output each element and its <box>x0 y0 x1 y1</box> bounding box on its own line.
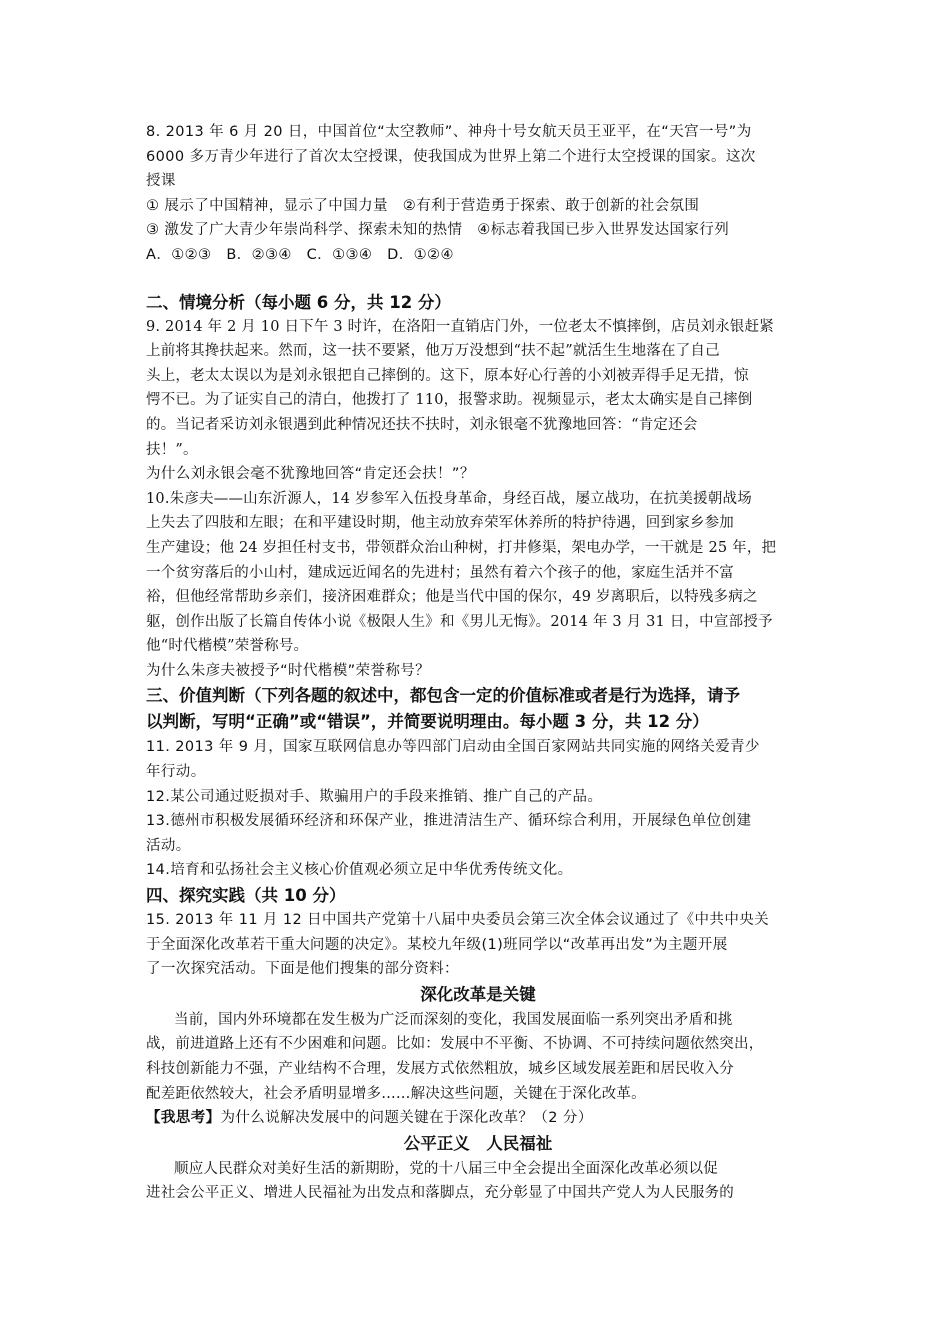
q10-line: 裕，但他经常帮助乡亲们，接济困难群众；他是当代中国的保尔，49 岁离职后，以特残多病之 <box>146 589 758 606</box>
q11-line: 年行动。 <box>146 764 206 781</box>
q8-line: 授课 <box>146 173 176 190</box>
q13-line: 13.德州市积极发展循环经济和环保产业，推进清洁生产、循环综合利用，开展绿色单位创建 <box>146 813 752 830</box>
q14: 14.培育和弘扬社会主义核心价值观必须立足中华优秀传统文化。 <box>146 862 573 879</box>
think-text: 为什么说解决发展中的问题关键在于深化改革？（2 分） <box>220 1110 593 1127</box>
exam-page <box>146 120 810 1206</box>
q8-line: 8. 2013 年 6 月 20 日，中国首位“太空教师”、神舟十号女航天员王亚平，在“天宫一号”为 <box>146 124 752 140</box>
q10-line: 10.朱彦夫——山东沂源人，14 岁参军入伍投身革命，身经百战，屡立战功，在抗美援朝战场 <box>146 490 752 507</box>
q10-line: 生产建设；他 24 岁担任村支书，带领群众治山种树，打井修渠，架电办学，一干就是 25 年，把 <box>146 539 777 556</box>
q10-line: 他“时代楷模”荣誉称号。 <box>146 638 309 655</box>
section-4-title: 四、探究实践（共 10 分） <box>146 886 346 906</box>
material-2-line: 进社会公平正义、增进人民福祉为出发点和落脚点，充分彰显了中国共产党人为人民服务的 <box>146 1185 734 1202</box>
think-prompt <box>146 1106 810 1131</box>
q8-answer-choices: A．①②③ B．②③④ C．①③④ D．①②④ <box>146 246 454 263</box>
q13-line: 活动。 <box>146 837 191 854</box>
q9-line: 9. 2014 年 2 月 10 日下午 3 时许，在洛阳一直销店门外，一位老太不慎摔倒，店员刘永银赶紧 <box>146 318 774 335</box>
q8-line: 6000 多万青少年进行了首次太空授课，使我国成为世界上第二个进行太空授课的国家。这次 <box>146 148 756 165</box>
q9-line: 的。当记者采访刘永银遇到此种情况还扶不扶时，刘永银毫不犹豫地回答：“肯定还会 <box>146 416 698 433</box>
q9-line: 上前将其搀扶起来。然而，这一扶不要紧，他万万没想到“扶不起”就活生生地落在了自己 <box>146 343 720 360</box>
q10-line: 躯，创作出版了长篇自传体小说《极限人生》和《男儿无悔》。2014 年 3 月 31 日，中宣部授予 <box>146 613 773 630</box>
material-1-title: 深化改革是关键 <box>420 984 536 1004</box>
q8-option-line: ③ 激发了广大青少年崇尚科学、探索未知的热情 ④标志着我国已步入世界发达国家行列 <box>146 222 730 239</box>
q10-line: 上失去了四肢和左眼；在和平建设时期，他主动放弃荣军休养所的特护待遇，回到家乡参加 <box>146 515 734 532</box>
material-2-title: 公平正义 人民福祉 <box>403 1133 553 1153</box>
q9-line: 头上，老太太误以为是刘永银把自己摔倒的。这下，原本好心行善的小刘被弄得手足无措，惊 <box>146 367 749 384</box>
material-1-line: 配差距依然较大，社会矛盾明显增多……解决这些问题，关键在于深化改革。 <box>146 1085 646 1102</box>
q9-line: 扶！”。 <box>146 441 198 458</box>
material-1-line: 战，前进道路上还有不少困难和问题。比如：发展中不平衡、不协调、不可持续问题依然突出， <box>146 1036 764 1053</box>
think-label: 【我思考】 <box>146 1110 221 1127</box>
question-8 <box>146 120 810 268</box>
q10-question: 为什么朱彦夫被授予“时代楷模”荣誉称号？ <box>146 662 431 679</box>
section-3-title: 三、价值判断（下列各题的叙述中，都包含一定的价值标准或者是行为选择，请予 <box>146 686 740 706</box>
material-1-line: 当前，国内外环境都在发生极为广泛而深刻的变化，我国发展面临一系列突出矛盾和挑 <box>174 1011 733 1028</box>
material-2-line: 顺应人民群众对美好生活的新期盼，党的十八届三中全会提出全面深化改革必须以促 <box>174 1160 718 1177</box>
question-10 <box>146 487 810 659</box>
section-3-title: 以判断，写明“正确”或“错误”，并简要说明理由。每小题 3 分，共 12 分） <box>146 712 709 732</box>
q10-line: 一个贫穷落后的小山村，建成远近闻名的先进村；虽然有着六个孩子的他，家庭生活并不富 <box>146 564 734 581</box>
q11-line: 11. 2013 年 9 月，国家互联网信息办等四部门启动由全国百家网站共同实施的网络关爱青少 <box>146 739 760 756</box>
q15-line: 于全面深化改革若干重大问题的决定》。某校九年级(1)班同学以“改革再出发”为主题开展 <box>146 936 728 953</box>
question-9 <box>146 315 810 463</box>
q15-line: 15. 2013 年 11 月 12 日中国共产党第十八届中央委员会第三次全体会议通过了《中共中央关 <box>146 912 770 929</box>
q15-line: 了一次探究活动。下面是他们搜集的部分资料： <box>146 961 459 978</box>
q12: 12.某公司通过贬损对手、欺骗用户的手段来推销、推广自己的产品。 <box>146 788 603 805</box>
section-2-title: 二、情境分析（每小题 6 分，共 12 分） <box>146 292 451 312</box>
q9-question: 为什么刘永银会毫不犹豫地回答“肯定还会扶！”？ <box>146 466 475 483</box>
material-1-line: 科技创新能力不强，产业结构不合理，发展方式依然粗放，城乡区域发展差距和居民收入分 <box>146 1061 734 1077</box>
q9-line: 愕不已。为了证实自己的清白，他拨打了 110，报警求助。视频显示，老太太确实是自己摔倒 <box>146 392 753 409</box>
q8-option-line: ① 展示了中国精神，显示了中国力量 ②有利于营造勇于探索、敢于创新的社会氛围 <box>146 197 700 214</box>
